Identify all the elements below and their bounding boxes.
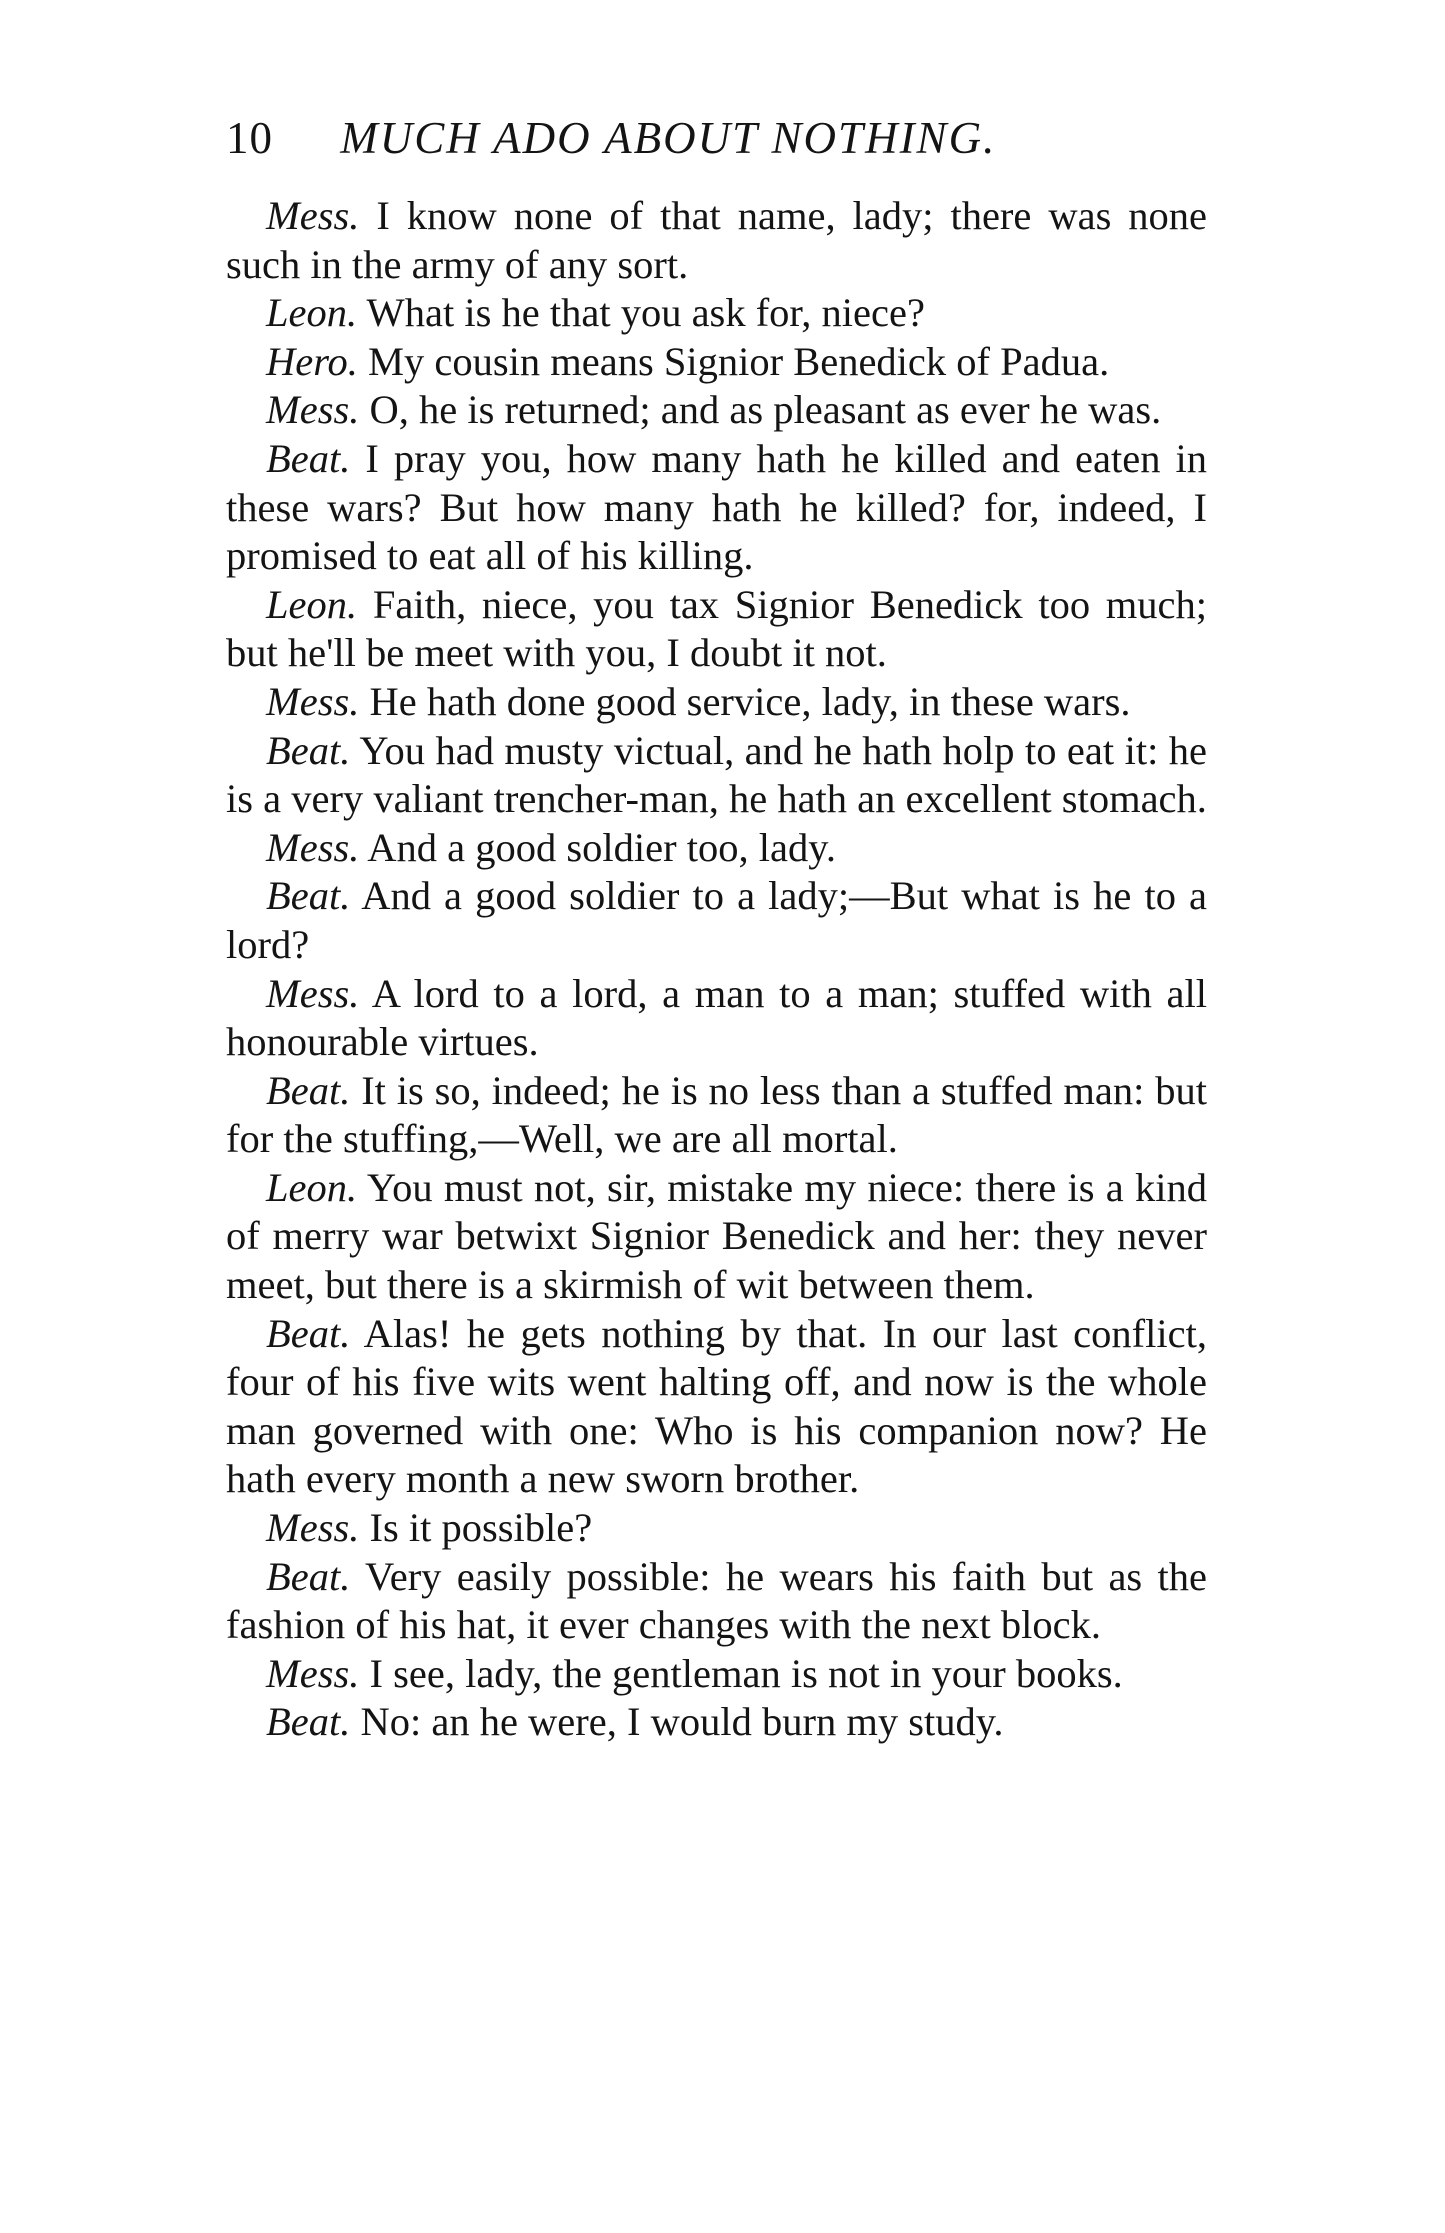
speech-text: I see, lady, the gentleman is not in your books. — [369, 1650, 1123, 1696]
speaker-name: Hero. — [266, 338, 358, 384]
speech — [226, 1553, 1207, 1650]
speaker-name: Leon. — [266, 1164, 358, 1210]
running-head — [226, 108, 1226, 168]
speech — [226, 1067, 1207, 1164]
speaker-name: Mess. — [266, 678, 360, 724]
speech-text: O, he is returned; and as pleasant as ever he was. — [369, 387, 1162, 433]
speech — [226, 192, 1207, 289]
speech-text: I know none of that name, lady; there was none such in the army of any sort. — [226, 193, 1208, 287]
speaker-name: Beat. — [266, 1699, 351, 1745]
speaker-name: Mess. — [266, 970, 360, 1016]
speech-text: Is it possible? — [369, 1505, 593, 1551]
speaker-name: Leon. — [266, 581, 358, 627]
speech — [226, 1504, 1207, 1553]
dialogue-text — [226, 192, 1207, 1747]
speaker-name: Beat. — [266, 435, 351, 481]
speech — [226, 727, 1207, 824]
speech-text: Alas! he gets nothing by that. In our last conflict, four of his five wits went halting off, and now is the whole man governed with one: Who is his companion now? He hath every month a new sworn brother. — [226, 1310, 1207, 1502]
speaker-name: Beat. — [266, 873, 351, 919]
speech-text: And a good soldier to a lady;—But what is he to a lord? — [226, 873, 1208, 967]
speech — [226, 678, 1207, 727]
speech-text: It is so, indeed; he is no less than a stuffed man: but for the stuffing,—Well, we are all mortal. — [226, 1067, 1207, 1162]
speaker-name: Beat. — [266, 1310, 351, 1356]
speech — [226, 1698, 1207, 1747]
speech — [226, 338, 1207, 387]
speech-text: You had musty victual, and he hath holp to eat it: he is a very valiant trencher-man, he hath an excellent stomach. — [226, 727, 1208, 822]
speaker-name: Mess. — [266, 387, 360, 433]
speech-text: Very easily possible: he wears his faith but as the fashion of his hat, it ever changes with the next block. — [226, 1553, 1207, 1648]
speech — [226, 1164, 1207, 1310]
speech-text: He hath done good service, lady, in these wars. — [369, 678, 1131, 724]
speech-text: No: an he were, I would burn my study. — [360, 1699, 1004, 1745]
speaker-name: Leon. — [266, 290, 358, 336]
speech — [226, 824, 1207, 873]
speech-text: Faith, niece, you tax Signior Benedick too much; but he'll be meet with you, I doubt it not. — [226, 581, 1208, 676]
speech-text: A lord to a lord, a man to a man; stuffed with all honourable virtues. — [226, 970, 1207, 1065]
book-title: MUCH ADO ABOUT NOTHING. — [340, 113, 997, 163]
speech — [226, 872, 1207, 969]
speaker-name: Mess. — [266, 1505, 360, 1551]
speaker-name: Mess. — [266, 1650, 360, 1696]
speech-text: My cousin means Signior Benedick of Padua. — [367, 338, 1110, 384]
speech — [226, 1310, 1207, 1504]
speech — [226, 1650, 1207, 1699]
speech-text: And a good soldier too, lady. — [367, 824, 836, 870]
speech-text: You must not, sir, mistake my niece: there is a kind of merry war betwixt Signior Benedick and her: they never meet, but there is a skirmish of wit between them. — [226, 1164, 1207, 1308]
speech — [226, 581, 1207, 678]
speaker-name: Mess. — [266, 824, 360, 870]
speech — [226, 289, 1207, 338]
speaker-name: Beat. — [266, 1067, 351, 1113]
speech — [226, 435, 1207, 581]
speech — [226, 386, 1207, 435]
speaker-name: Beat. — [266, 1553, 351, 1599]
speech-text: I pray you, how many hath he killed and eaten in these wars? But how many hath he killed? for, indeed, I promised to eat all of his killing. — [226, 435, 1207, 579]
speaker-name: Mess. — [266, 193, 360, 238]
page-number: 10 — [226, 113, 273, 163]
speech — [226, 970, 1207, 1067]
speech-text: What is he that you ask for, niece? — [366, 290, 925, 336]
speaker-name: Beat. — [266, 727, 351, 773]
